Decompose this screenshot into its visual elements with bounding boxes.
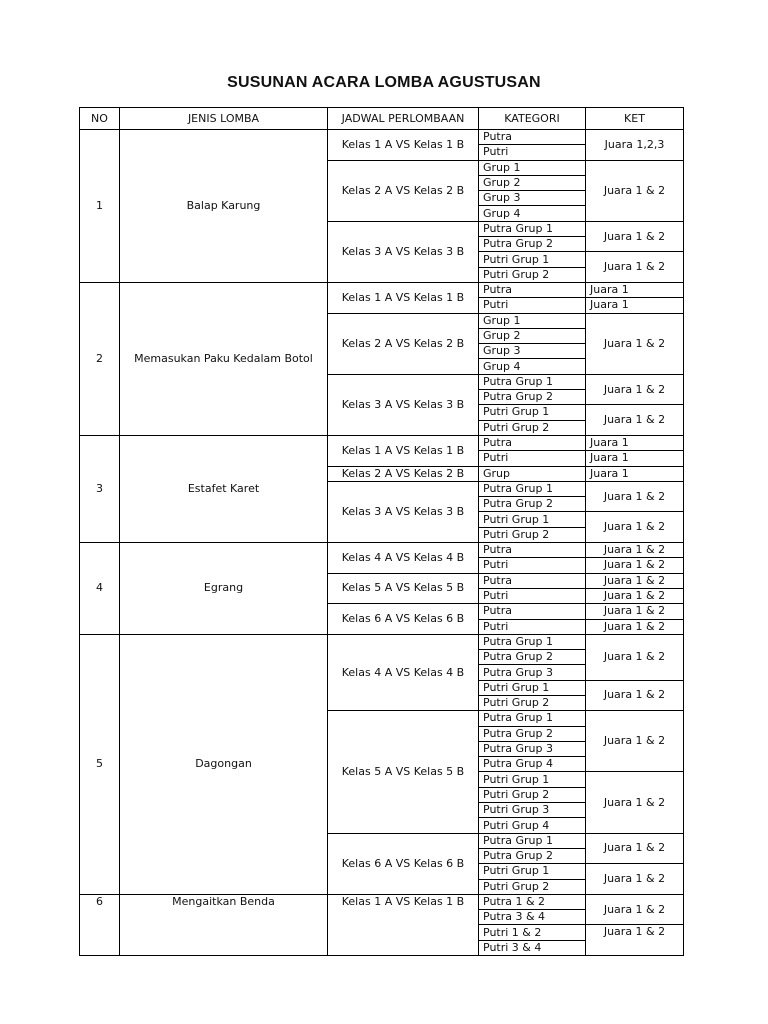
category-cell: Putra 3 & 4: [479, 910, 586, 925]
category-cell: Putri 1 & 2: [479, 925, 586, 940]
category-cell: Putri Grup 4: [479, 818, 586, 833]
ket-cell: Juara 1 & 2: [586, 604, 684, 619]
category-cell: Putra Grup 1: [479, 221, 586, 236]
ket-cell: Juara 1 & 2: [586, 925, 684, 956]
event-number-cell: 6: [80, 894, 120, 955]
event-name-cell: Dagongan: [120, 634, 328, 894]
category-cell: Putri Grup 1: [479, 680, 586, 695]
ket-cell: Juara 1: [586, 451, 684, 466]
document-title: SUSUNAN ACARA LOMBA AGUSTUSAN: [227, 74, 541, 91]
ket-cell: Juara 1: [586, 435, 684, 450]
category-cell: Putra: [479, 282, 586, 297]
category-cell: Putri Grup 2: [479, 420, 586, 435]
table-row: [80, 282, 684, 297]
ket-cell: Juara 1 & 2: [586, 512, 684, 543]
category-cell: Putri Grup 2: [479, 267, 586, 282]
category-cell: Putra Grup 2: [479, 650, 586, 665]
event-number-cell: 5: [80, 634, 120, 894]
ket-cell: Juara 1 & 2: [586, 481, 684, 512]
ket-cell: Juara 1: [586, 466, 684, 481]
category-cell: Putri: [479, 451, 586, 466]
category-cell: Putra Grup 3: [479, 741, 586, 756]
category-cell: Putri Grup 3: [479, 803, 586, 818]
event-number-cell: 2: [80, 282, 120, 435]
event-number-cell: 3: [80, 435, 120, 542]
event-name-cell: Balap Karung: [120, 130, 328, 283]
category-cell: Putra Grup 2: [479, 237, 586, 252]
category-cell: Grup 4: [479, 206, 586, 221]
category-cell: Putra Grup 1: [479, 481, 586, 496]
event-number-cell: 4: [80, 543, 120, 635]
category-cell: Grup 2: [479, 328, 586, 343]
table-row: [80, 435, 684, 450]
category-cell: Putra: [479, 130, 586, 145]
category-cell: Putri Grup 2: [479, 695, 586, 710]
ket-cell: Juara 1,2,3: [586, 130, 684, 161]
category-cell: Grup 1: [479, 160, 586, 175]
ket-cell: Juara 1 & 2: [586, 252, 684, 283]
ket-cell: Juara 1 & 2: [586, 864, 684, 895]
event-number-cell: 1: [80, 130, 120, 283]
category-cell: Putri Grup 2: [479, 527, 586, 542]
ket-cell: Juara 1 & 2: [586, 573, 684, 588]
match-schedule-cell: Kelas 6 A VS Kelas 6 B: [328, 604, 479, 635]
category-cell: Grup 4: [479, 359, 586, 374]
ket-cell: Juara 1 & 2: [586, 711, 684, 772]
ket-cell: Juara 1 & 2: [586, 405, 684, 436]
category-cell: Putra Grup 3: [479, 665, 586, 680]
match-schedule-cell: Kelas 6 A VS Kelas 6 B: [328, 833, 479, 894]
category-cell: Putra Grup 1: [479, 634, 586, 649]
category-cell: Grup: [479, 466, 586, 481]
category-cell: Grup 3: [479, 191, 586, 206]
category-cell: Putri Grup 2: [479, 787, 586, 802]
category-cell: Putra: [479, 435, 586, 450]
category-cell: Putra Grup 4: [479, 757, 586, 772]
match-schedule-cell: Kelas 3 A VS Kelas 3 B: [328, 221, 479, 282]
category-cell: Putra 1 & 2: [479, 894, 586, 909]
ket-cell: Juara 1 & 2: [586, 588, 684, 603]
header-ket: KET: [586, 108, 684, 130]
category-cell: Putra Grup 1: [479, 833, 586, 848]
category-cell: Grup 3: [479, 344, 586, 359]
ket-cell: Juara 1 & 2: [586, 680, 684, 711]
category-cell: Putri Grup 1: [479, 512, 586, 527]
match-schedule-cell: Kelas 1 A VS Kelas 1 B: [328, 282, 479, 313]
ket-cell: Juara 1 & 2: [586, 313, 684, 374]
ket-cell: Juara 1: [586, 298, 684, 313]
event-name-cell: Estafet Karet: [120, 435, 328, 542]
table-row: [80, 543, 684, 558]
table-row: [80, 634, 684, 649]
ket-cell: Juara 1 & 2: [586, 619, 684, 634]
match-schedule-cell: Kelas 5 A VS Kelas 5 B: [328, 711, 479, 833]
match-schedule-cell: Kelas 2 A VS Kelas 2 B: [328, 466, 479, 481]
category-cell: Putra: [479, 543, 586, 558]
category-cell: Putra Grup 2: [479, 848, 586, 863]
category-cell: Putri Grup 1: [479, 405, 586, 420]
category-cell: Grup 1: [479, 313, 586, 328]
match-schedule-cell: Kelas 4 A VS Kelas 4 B: [328, 543, 479, 574]
category-cell: Putri Grup 1: [479, 252, 586, 267]
category-cell: Putri Grup 2: [479, 879, 586, 894]
event-name-cell: Egrang: [120, 543, 328, 635]
match-schedule-cell: Kelas 4 A VS Kelas 4 B: [328, 634, 479, 710]
header-jenis-lomba: JENIS LOMBA: [120, 108, 328, 130]
category-cell: Putri Grup 1: [479, 772, 586, 787]
ket-cell: Juara 1 & 2: [586, 894, 684, 925]
event-name-cell: Mengaitkan Benda: [120, 894, 328, 955]
category-cell: Grup 2: [479, 175, 586, 190]
match-schedule-cell: Kelas 1 A VS Kelas 1 B: [328, 435, 479, 466]
event-name-cell: Memasukan Paku Kedalam Botol: [120, 282, 328, 435]
category-cell: Putri Grup 1: [479, 864, 586, 879]
ket-cell: Juara 1 & 2: [586, 374, 684, 405]
match-schedule-cell: Kelas 5 A VS Kelas 5 B: [328, 573, 479, 604]
ket-cell: Juara 1 & 2: [586, 833, 684, 864]
category-cell: Putra Grup 2: [479, 497, 586, 512]
ket-cell: Juara 1 & 2: [586, 634, 684, 680]
category-cell: Putri: [479, 298, 586, 313]
category-cell: Putra Grup 2: [479, 390, 586, 405]
table-row: [80, 130, 684, 145]
category-cell: Putri 3 & 4: [479, 940, 586, 955]
category-cell: Putra Grup 1: [479, 374, 586, 389]
table-body: [80, 130, 684, 956]
event-schedule-table: [79, 107, 684, 956]
match-schedule-cell: Kelas 1 A VS Kelas 1 B: [328, 130, 479, 161]
category-cell: Putri: [479, 558, 586, 573]
category-cell: Putri: [479, 145, 586, 160]
category-cell: Putra: [479, 573, 586, 588]
ket-cell: Juara 1 & 2: [586, 160, 684, 221]
category-cell: Putra Grup 2: [479, 726, 586, 741]
category-cell: Putra Grup 1: [479, 711, 586, 726]
ket-cell: Juara 1 & 2: [586, 221, 684, 252]
match-schedule-cell: Kelas 1 A VS Kelas 1 B: [328, 894, 479, 955]
match-schedule-cell: Kelas 3 A VS Kelas 3 B: [328, 481, 479, 542]
ket-cell: Juara 1 & 2: [586, 772, 684, 833]
match-schedule-cell: Kelas 2 A VS Kelas 2 B: [328, 160, 479, 221]
category-cell: Putri: [479, 588, 586, 603]
category-cell: Putri: [479, 619, 586, 634]
ket-cell: Juara 1 & 2: [586, 543, 684, 558]
table-header-row: [80, 108, 684, 130]
ket-cell: Juara 1: [586, 282, 684, 297]
category-cell: Putra: [479, 604, 586, 619]
ket-cell: Juara 1 & 2: [586, 558, 684, 573]
match-schedule-cell: Kelas 3 A VS Kelas 3 B: [328, 374, 479, 435]
match-schedule-cell: Kelas 2 A VS Kelas 2 B: [328, 313, 479, 374]
header-jadwal-perlombaan: JADWAL PERLOMBAAN: [328, 108, 479, 130]
header-kategori: KATEGORI: [479, 108, 586, 130]
header-no: NO: [80, 108, 120, 130]
table-row: [80, 894, 684, 909]
